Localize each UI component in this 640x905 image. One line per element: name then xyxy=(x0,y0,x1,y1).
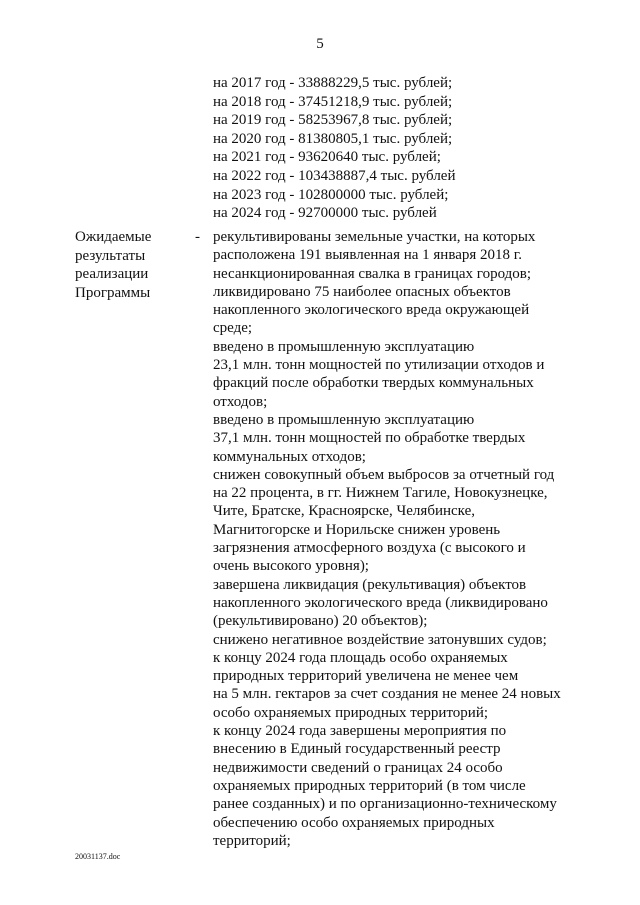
result-line: снижено негативное воздействие затонувших судов; xyxy=(213,631,547,648)
result-line: ранее созданных) и по организационно-техническому xyxy=(213,796,557,813)
section-label xyxy=(75,228,151,302)
funding-line: на 2020 год - 81380805,1 тыс. рублей; xyxy=(213,130,453,147)
result-line: среде; xyxy=(213,320,253,337)
expected-results-list xyxy=(213,228,573,850)
result-line: к концу 2024 года площадь особо охраняемых xyxy=(213,649,508,666)
result-line: Чите, Братске, Красноярске, Челябинске, xyxy=(213,503,475,520)
file-name-footer: 20031137.doc xyxy=(75,852,121,861)
funding-line: на 2017 год - 33888229,5 тыс. рублей; xyxy=(213,75,453,91)
result-line: природных территорий увеличена не менее чем xyxy=(213,668,519,685)
list-dash: - xyxy=(195,229,200,245)
result-line: введено в промышленную эксплуатацию xyxy=(213,338,475,355)
funding-line: на 2018 год - 37451218,9 тыс. рублей; xyxy=(213,93,453,110)
funding-line: на 2021 год - 93620640 тыс. рублей; xyxy=(213,149,441,166)
result-line: 37,1 млн. тонн мощностей по обработке твердых xyxy=(213,430,526,447)
result-line: обеспечению особо охраняемых природных xyxy=(213,814,495,831)
result-line: охраняемых природных территорий (в том числе xyxy=(213,777,526,794)
section-label-line: Ожидаемые xyxy=(75,229,152,245)
result-line: недвижимости сведений о границах 24 особо xyxy=(213,759,503,776)
funding-line: на 2024 год - 92700000 тыс. рублей xyxy=(213,205,437,222)
result-line: фракций после обработки твердых коммунальных xyxy=(213,375,534,392)
result-line: отходов; xyxy=(213,393,268,410)
section-label-line: реализации xyxy=(75,266,149,283)
result-line: коммунальных отходов; xyxy=(213,448,366,465)
funding-line: на 2022 год - 103438887,4 тыс. рублей xyxy=(213,167,456,184)
result-line: 23,1 млн. тонн мощностей по утилизации отходов и xyxy=(213,357,545,374)
result-line: на 22 процента, в гг. Нижнем Тагиле, Новокузнецке, xyxy=(213,485,548,502)
result-line: расположена 191 выявленная на 1 января 2018 г. xyxy=(213,247,522,264)
result-line: снижен совокупный объем выбросов за отчетный год xyxy=(213,466,555,483)
section-label-line: результаты xyxy=(75,247,146,264)
funding-list xyxy=(213,74,455,223)
funding-line: на 2019 год - 58253967,8 тыс. рублей; xyxy=(213,112,453,129)
result-line: особо охраняемых природных территорий; xyxy=(213,704,489,721)
result-line: к концу 2024 года завершены мероприятия по xyxy=(213,723,507,740)
result-line: рекультивированы земельные участки, на которых xyxy=(213,229,536,245)
result-line: (рекультивировано) 20 объектов); xyxy=(213,613,428,630)
result-line: Магнитогорске и Норильске снижен уровень xyxy=(213,521,501,538)
result-line: несанкционированная свалка в границах городов; xyxy=(213,265,532,282)
result-line: ликвидировано 75 наиболее опасных объектов xyxy=(213,283,511,300)
result-line: внесению в Единый государственный реестр xyxy=(213,741,501,758)
funding-line: на 2023 год - 102800000 тыс. рублей; xyxy=(213,186,449,203)
result-line: введено в промышленную эксплуатацию xyxy=(213,411,475,428)
page-number: 5 xyxy=(316,36,324,52)
result-line: территорий; xyxy=(213,832,291,849)
section-label-line: Программы xyxy=(75,284,151,301)
result-line: завершена ликвидация (рекультивация) объектов xyxy=(213,576,527,593)
result-line: загрязнения атмосферного воздуха (с высокого и xyxy=(213,540,526,557)
result-line: накопленного экологического вреда окружающей xyxy=(213,302,530,319)
result-line: очень высокого уровня); xyxy=(213,558,369,575)
result-line: на 5 млн. гектаров за счет создания не менее 24 новых xyxy=(213,686,561,703)
result-line: накопленного экологического вреда (ликвидировано xyxy=(213,594,548,611)
